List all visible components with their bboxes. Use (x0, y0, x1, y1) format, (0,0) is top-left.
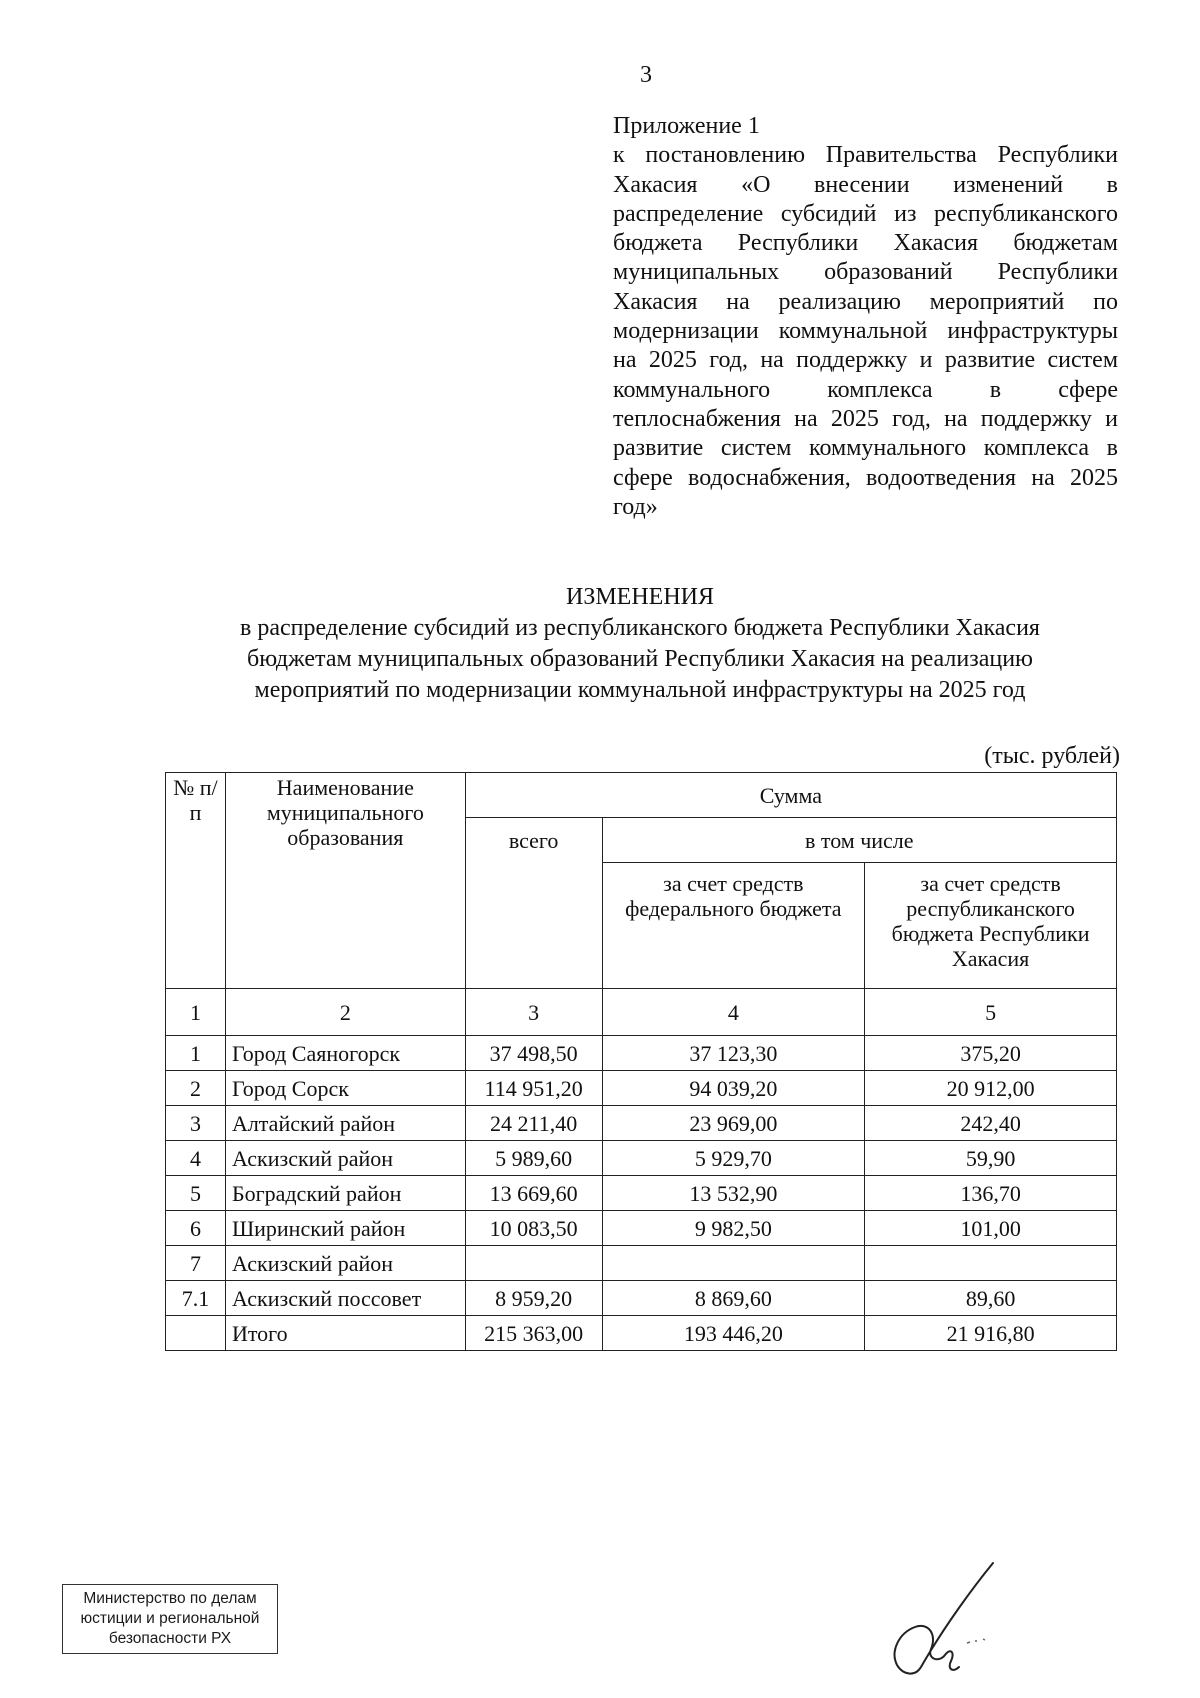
table-row (166, 1246, 1117, 1281)
row-federal: 94 039,20 (602, 1071, 865, 1106)
row-num: 1 (166, 1036, 226, 1071)
row-republican: 242,40 (865, 1106, 1117, 1141)
stamp-line-1: Министерство по делам (83, 1590, 257, 1607)
document-title: ИЗМЕНЕНИЯ (565, 584, 715, 610)
column-number: 3 (465, 989, 602, 1036)
row-federal: 5 929,70 (602, 1141, 865, 1176)
document-subtitle-line-2: бюджетам муниципальных образований Республики Хакасия на реализацию (247, 646, 1033, 672)
appendix-text: к постановлению Правительства Республики Хакасия «О внесении изменений в распределение субсидий из республиканского бюджета Республики Хакасия бюджетам муниципальных образований Республики Хакасия на реализацию мероприятий по модернизации коммунальной инфраструктуры на 2025 год, на поддержку и развитие систем коммунального комплекса в сфере теплоснабжения на 2025 год, на поддержку и развитие систем коммунального комплекса в сфере водоснабжения, водоотведения на 2025 год» (613, 142, 1118, 520)
row-name: Аскизский район (225, 1246, 465, 1281)
table-row (166, 1106, 1117, 1141)
row-federal: 9 982,50 (602, 1211, 865, 1246)
document-heading (150, 582, 1130, 706)
table-row (166, 1141, 1117, 1176)
header-row-1 (166, 773, 1117, 818)
table-row (166, 1211, 1117, 1246)
appendix-title: Приложение 1 (613, 113, 760, 139)
header-num: № п/п (166, 773, 226, 989)
units-label: (тыс. рублей) (984, 743, 1120, 769)
column-number: 4 (602, 989, 865, 1036)
row-name: Город Саяногорск (225, 1036, 465, 1071)
header-total: всего (465, 818, 602, 989)
row-total: 24 211,40 (465, 1106, 602, 1141)
row-republican (865, 1246, 1117, 1281)
header-republican: за счет средств республиканского бюджета Республики Хакасия (865, 863, 1117, 989)
header-sum: Сумма (465, 773, 1116, 818)
page-number: 3 (640, 62, 652, 88)
row-republican: 375,20 (865, 1036, 1117, 1071)
row-num: 2 (166, 1071, 226, 1106)
signature (875, 1555, 1005, 1680)
row-num: 6 (166, 1211, 226, 1246)
row-total: 114 951,20 (465, 1071, 602, 1106)
row-name: Алтайский район (225, 1106, 465, 1141)
header-federal: за счет средств федерального бюджета (602, 863, 865, 989)
table-row (166, 1071, 1117, 1106)
row-federal: 193 446,20 (602, 1316, 865, 1351)
column-number-row (166, 989, 1117, 1036)
header-name: Наименование муниципального образования (225, 773, 465, 989)
row-republican: 101,00 (865, 1211, 1117, 1246)
document-subtitle-line-3: мероприятий по модернизации коммунальной инфраструктуры на 2025 год (254, 677, 1026, 703)
table-row (166, 1036, 1117, 1071)
column-number: 2 (225, 989, 465, 1036)
row-federal: 37 123,30 (602, 1036, 865, 1071)
document-subtitle-line-1: в распределение субсидий из республиканского бюджета Республики Хакасия (240, 615, 1040, 641)
header-including: в том числе (602, 818, 1116, 863)
row-total: 37 498,50 (465, 1036, 602, 1071)
subsidies-table (165, 772, 1117, 1351)
column-number: 1 (166, 989, 226, 1036)
row-num: 5 (166, 1176, 226, 1211)
row-republican: 59,90 (865, 1141, 1117, 1176)
row-republican: 136,70 (865, 1176, 1117, 1211)
row-num: 3 (166, 1106, 226, 1141)
row-name: Город Сорск (225, 1071, 465, 1106)
row-name: Ширинский район (225, 1211, 465, 1246)
row-republican: 21 916,80 (865, 1316, 1117, 1351)
row-name: Боградский район (225, 1176, 465, 1211)
row-num: 4 (166, 1141, 226, 1176)
stamp-line-2: юстиции и региональной (80, 1610, 260, 1627)
row-republican: 20 912,00 (865, 1071, 1117, 1106)
row-total: 10 083,50 (465, 1211, 602, 1246)
table-row (166, 1176, 1117, 1211)
row-federal: 13 532,90 (602, 1176, 865, 1211)
row-federal: 8 869,60 (602, 1281, 865, 1316)
row-total: 8 959,20 (465, 1281, 602, 1316)
row-republican: 89,60 (865, 1281, 1117, 1316)
row-total: 5 989,60 (465, 1141, 602, 1176)
total-row (166, 1316, 1117, 1351)
row-name: Аскизский район (225, 1141, 465, 1176)
stamp-line-3: безопасности РХ (108, 1630, 232, 1647)
row-total: 13 669,60 (465, 1176, 602, 1211)
row-num: 7.1 (166, 1281, 226, 1316)
row-federal (602, 1246, 865, 1281)
row-federal: 23 969,00 (602, 1106, 865, 1141)
row-total (465, 1246, 602, 1281)
row-num (166, 1316, 226, 1351)
row-num: 7 (166, 1246, 226, 1281)
row-name: Итого (225, 1316, 465, 1351)
column-number: 5 (865, 989, 1117, 1036)
table-row (166, 1281, 1117, 1316)
row-name: Аскизский поссовет (225, 1281, 465, 1316)
appendix-block (613, 112, 1118, 522)
row-total: 215 363,00 (465, 1316, 602, 1351)
ministry-stamp (62, 1584, 278, 1654)
